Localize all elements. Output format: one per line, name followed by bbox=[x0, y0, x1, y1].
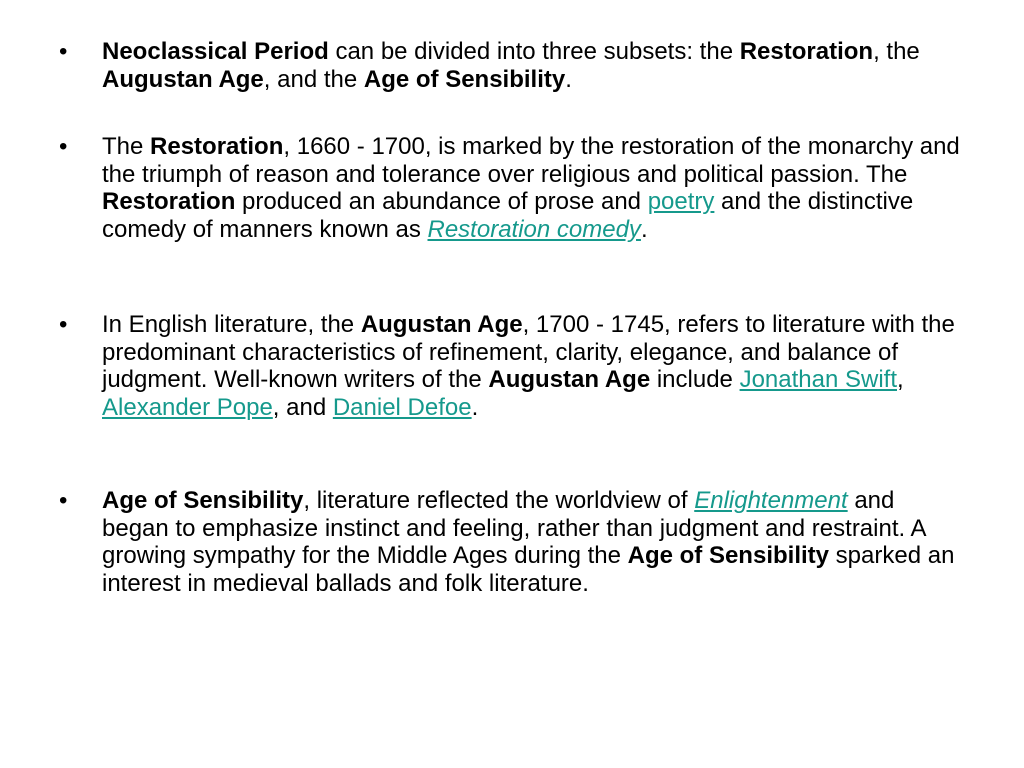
link-enlightenment[interactable]: Enlightenment bbox=[694, 487, 848, 514]
link-daniel-defoe[interactable]: Daniel Defoe bbox=[332, 393, 472, 421]
term-neoclassical-period: Neoclassical Period bbox=[102, 38, 329, 65]
term-augustan-age: Augustan Age bbox=[102, 65, 264, 93]
term-age-of-sensibility: Age of Sensibility bbox=[363, 65, 566, 93]
bullet-text: Neoclassical Period can be divided into three subsets: the Restoration, the Augustan Age, and the Age of Sensibility. bbox=[102, 38, 920, 93]
link-restoration-comedy[interactable]: Restoration comedy bbox=[427, 215, 641, 243]
bullet-text: In English literature, the Augustan Age, 1700 - 1745, refers to literature with the predominant characteristics of refinement, clarity, elegance, and balance of judgment. Well-known writers of the Augustan Age include Jonathan Swift, Alexander Pope, and Daniel Defoe. bbox=[102, 311, 955, 421]
link-jonathan-swift[interactable]: Jonathan Swift bbox=[739, 366, 897, 393]
link-poetry[interactable]: poetry bbox=[647, 188, 715, 215]
bullet-icon: • bbox=[59, 311, 68, 338]
term-restoration: Restoration bbox=[102, 188, 236, 215]
term-restoration: Restoration bbox=[739, 38, 874, 65]
link-alexander-pope[interactable]: Alexander Pope bbox=[102, 393, 273, 421]
bullet-icon: • bbox=[59, 487, 68, 514]
bullet-text: Age of Sensibility, literature reflected the worldview of Enlightenment and began to emphasize instinct and feeling, rather than judgment and restraint. A growing sympathy for the Middle Ages during the Age of Sensibility sparked an interest in medieval ballads and folk literature. bbox=[102, 487, 955, 597]
bullet-icon: • bbox=[59, 133, 68, 160]
term-age-of-sensibility: Age of Sensibility bbox=[102, 487, 304, 514]
term-restoration: Restoration bbox=[150, 133, 284, 160]
bullet-text: The Restoration, 1660 - 1700, is marked by the restoration of the monarchy and the triumph of reason and tolerance over religious and political passion. The Restoration produced an abundance of prose and poetry and the distinctive comedy of manners known as Restoration comedy. bbox=[102, 133, 960, 243]
term-age-of-sensibility: Age of Sensibility bbox=[627, 542, 829, 569]
term-augustan-age: Augustan Age bbox=[488, 366, 651, 393]
term-augustan-age: Augustan Age bbox=[360, 311, 523, 338]
bullet-icon: • bbox=[59, 38, 68, 65]
